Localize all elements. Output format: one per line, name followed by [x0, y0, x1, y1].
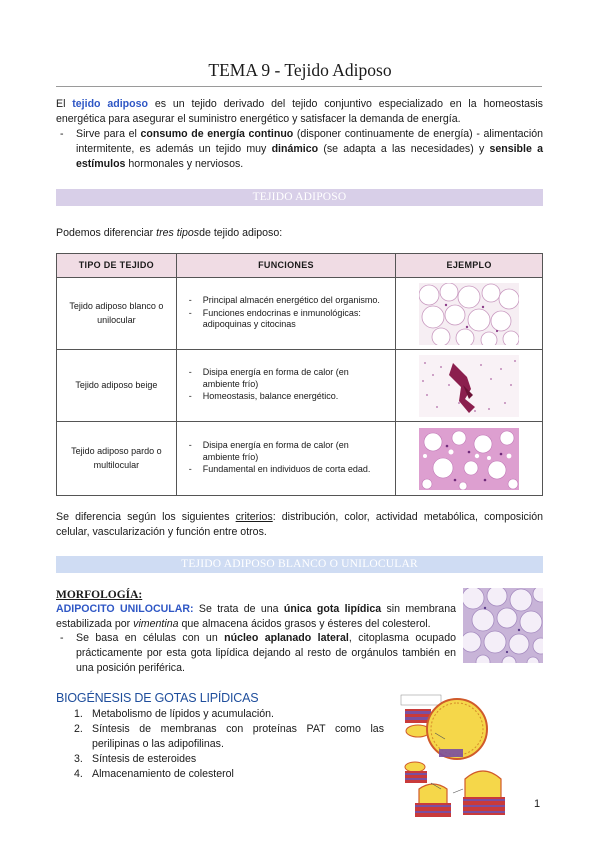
lead-text: de tejido adiposo: [199, 227, 283, 239]
criteria-paragraph [56, 510, 543, 540]
adipocyte-label: ADIPOCITO UNILOCULAR: [56, 603, 194, 615]
example-cell [396, 422, 543, 496]
tissue-functions-cell [176, 278, 395, 350]
section1-lead [56, 226, 543, 241]
table-header: FUNCIONES [176, 254, 395, 278]
table-header: EJEMPLO [396, 254, 543, 278]
tissue-type-cell: Tejido adiposo beige [57, 350, 177, 422]
page-title: TEMA 9 - Tejido Adiposo [208, 60, 392, 80]
function-item: - Funciones endocrinas e inmunológicas: adipoquinas y citocinas [203, 308, 387, 331]
intro-bullet-text: Sirve para el [76, 128, 137, 140]
function-item: - Disipa energía en forma de calor (en ambiente frío) [203, 367, 387, 390]
adipocyte-bold: única gota lipídica [283, 603, 382, 615]
list-number: 3. [74, 753, 83, 765]
list-item: Almacenamiento de colesterol [92, 768, 234, 780]
adipocyte-text: sin membrana estabilizada por [56, 603, 456, 631]
list-item: Metabolismo de lípidos y acumulación. [92, 708, 274, 720]
intro-bullet-text: hormonales y nerviosos. [128, 158, 244, 171]
table-row [57, 422, 543, 496]
adipocyte-italic: vimentina [133, 618, 179, 631]
intro-bullet [76, 127, 543, 172]
tissue-type-cell: Tejido adiposo pardo o multilocular [57, 422, 177, 496]
criteria-text: Se diferencia según los siguientes [56, 511, 230, 523]
white-adipose-micrograph [419, 283, 519, 345]
adipocyte-bullet [76, 631, 456, 676]
adipocyte-bullet-text: , citoplasma ocupado prácticamente por esta gota lipídica dejando al resto de orgánulos también en una posición periférica. [76, 632, 456, 675]
intro-bullet-text: (disponer continuamente de energía) - alimentación intermitente, es además un tejido muy [76, 128, 543, 156]
example-cell [396, 350, 543, 422]
intro-term: tejido adiposo [72, 98, 148, 110]
intro-bullet-bold: dinámico [271, 143, 319, 156]
adipocyte-text: que almacena ácidos grasos y ésteres del colesterol. [181, 618, 431, 631]
tissue-type-cell: Tejido adiposo blanco o unilocular [57, 278, 177, 350]
intro-bullet-text: (se adapta a las necesidades) y [323, 143, 485, 156]
unilocular-adipocyte-micrograph [463, 588, 543, 663]
intro-el: El [56, 98, 66, 110]
adipocyte-text: Se trata de una [198, 603, 279, 615]
table-header-row [57, 254, 543, 278]
table-row [57, 278, 543, 350]
tissue-functions-cell [176, 350, 395, 422]
list-number: 1. [74, 708, 83, 720]
intro-bullet-bold: sensible a estímulos [76, 143, 543, 171]
criteria-underlined: criterios [235, 511, 273, 523]
adipocyte-bullet-text: Se basa en células con un [76, 632, 218, 644]
biogenesis-heading: BIOGÉNESIS DE GOTAS LIPÍDICAS [56, 691, 259, 705]
list-number: 2. [74, 723, 83, 735]
adipocyte-bullet-bold: núcleo aplanado lateral [224, 632, 349, 644]
lead-text: Podemos diferenciar [56, 227, 154, 239]
adipocyte-paragraph [56, 602, 456, 632]
intro-text: es un tejido derivado del tejido conjuntivo especializado en la homeostasis energética para asegurar el suministro energético y satisfacer la demanda de energía. [56, 98, 543, 126]
title-rule [56, 86, 542, 87]
list-item: Síntesis de membranas con proteínas PAT como las perilipinas o las adipofilinas. [92, 723, 384, 751]
list-item: Síntesis de esteroides [92, 753, 197, 765]
function-item: - Disipa energía en forma de calor (en ambiente frío) [203, 440, 387, 463]
section-band-tejido-adiposo: TEJIDO ADIPOSO [56, 189, 543, 206]
intro-bullet-bold: consumo de energía continuo [140, 128, 294, 140]
morphology-heading: MORFOLOGÍA: [56, 589, 143, 601]
function-item: - Principal almacén energético del organismo. [203, 295, 387, 307]
lipid-droplet-biogenesis-diagram [395, 693, 519, 823]
function-item: - Fundamental en individuos de corta edad. [203, 464, 387, 476]
page-number: 1 [534, 798, 541, 810]
section-band-blanco-unilocular: TEJIDO ADIPOSO BLANCO O UNILOCULAR [56, 556, 543, 573]
list-number: 4. [74, 768, 83, 780]
tissue-functions-cell [176, 422, 395, 496]
function-item: - Homeostasis, balance energético. [203, 391, 387, 403]
criteria-text: : distribución, color, actividad metabólica, composición celular, vascularización y función entre otros. [56, 511, 543, 539]
intro-paragraph [56, 97, 543, 127]
table-row [57, 350, 543, 422]
beige-adipose-micrograph [419, 355, 519, 417]
tissue-types-table [56, 253, 543, 496]
brown-adipose-micrograph [419, 428, 519, 490]
table-header: TIPO DE TEJIDO [57, 254, 177, 278]
example-cell [396, 278, 543, 350]
lead-italic: tres tipos [156, 227, 200, 239]
